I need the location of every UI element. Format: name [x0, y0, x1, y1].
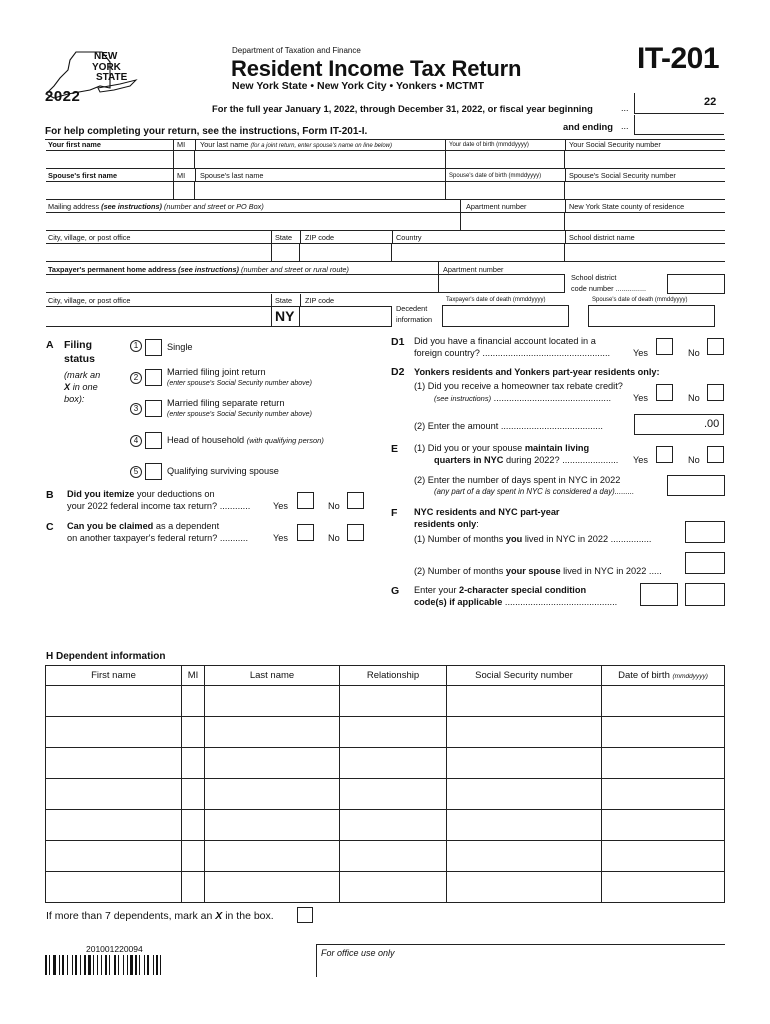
mailing-address-label: Mailing address (see instructions) (number and street or PO Box) [48, 202, 264, 211]
filing-separate-checkbox[interactable] [145, 400, 162, 417]
your-first-name-field[interactable] [46, 150, 173, 169]
line-d2-no-label: No [688, 393, 700, 403]
line-c-letter: C [46, 521, 54, 533]
office-use-line [316, 944, 725, 945]
barcode-bar [75, 955, 77, 975]
barcode [45, 955, 193, 975]
dependent-row[interactable] [46, 779, 725, 810]
col-last-name: Last name [205, 666, 340, 686]
line-d2-no-checkbox[interactable] [707, 384, 724, 401]
spouse-dob-field[interactable] [445, 181, 565, 200]
line-a-letter: A [46, 339, 54, 351]
filing-separate-label: Married filing separate return [167, 398, 285, 408]
barcode-bar [105, 955, 107, 975]
spouse-mi-field[interactable] [173, 181, 195, 200]
line-b-no-checkbox[interactable] [347, 492, 364, 509]
period-dots: ... [621, 103, 629, 113]
department-name: Department of Taxation and Finance [232, 46, 361, 55]
state-label: State [275, 233, 293, 242]
barcode-bar [84, 955, 86, 975]
line-f-q1: (1) Number of months you lived in NYC in 2022 ................ [414, 534, 652, 544]
line-d1-no-checkbox[interactable] [707, 338, 724, 355]
your-mi-field[interactable] [173, 150, 195, 169]
country-field[interactable] [392, 243, 565, 262]
nyc-months-you-field[interactable] [685, 521, 725, 543]
form-id: IT-201 [637, 42, 720, 75]
form-title: Resident Income Tax Return [231, 56, 522, 81]
line-e-no-label: No [688, 455, 700, 465]
barcode-bar [88, 955, 91, 975]
your-last-name-label: Your last name (for a joint return, enter spouse's name on line below) [200, 140, 392, 149]
line-e-q1-b: quarters in NYC during 2022? ...................... [434, 455, 619, 465]
filing-qss-checkbox[interactable] [145, 463, 162, 480]
line-b-yes-checkbox[interactable] [297, 492, 314, 509]
city2-label: City, village, or post office [48, 296, 131, 305]
line-g-letter: G [391, 585, 400, 597]
state-field[interactable] [271, 243, 300, 262]
barcode-bar [118, 955, 119, 975]
barcode-number: 201001220094 [86, 944, 143, 954]
line-d2-letter: D2 [391, 366, 405, 378]
line-e-q2-a: (2) Enter the number of days spent in NYC in 2022 [414, 475, 621, 485]
fiscal-year-prefill: 22 [704, 96, 717, 108]
zip-label: ZIP code [305, 233, 335, 242]
state2-label: State [275, 296, 293, 305]
line-c-text-2: on another taxpayer's federal return? ........... [67, 533, 249, 543]
help-text: For help completing your return, see the instructions, Form IT-201-I. [45, 126, 368, 137]
and-ending-label: and ending [563, 121, 613, 132]
dependent-row[interactable] [46, 841, 725, 872]
line-e-yes-label: Yes [633, 455, 648, 465]
school-district-label: School district [571, 273, 617, 282]
line-b-text-2: your 2022 federal income tax return? ............ [67, 501, 251, 511]
barcode-bar [147, 955, 149, 975]
taxpayer-dod-label: Taxpayer's date of death (mmddyyyy) [446, 297, 546, 303]
tax-year: 2022 [45, 88, 81, 105]
line-e-yes-checkbox[interactable] [656, 446, 673, 463]
barcode-bar [62, 955, 64, 975]
barcode-bar [109, 955, 110, 975]
filing-hoh-checkbox[interactable] [145, 432, 162, 449]
filing-joint-checkbox[interactable] [145, 369, 162, 386]
your-dob-field[interactable] [445, 150, 565, 169]
dependent-row[interactable] [46, 748, 725, 779]
option-2-number: 2 [130, 372, 142, 384]
line-d1-yes-checkbox[interactable] [656, 338, 673, 355]
line-e-no-checkbox[interactable] [707, 446, 724, 463]
filing-status-title-1: Filing [64, 339, 92, 351]
dependent-row[interactable] [46, 686, 725, 717]
line-d2-title: Yonkers residents and Yonkers part-year residents only: [414, 367, 660, 377]
apartment-number-field[interactable] [460, 212, 565, 231]
city-label: City, village, or post office [48, 233, 131, 242]
dependent-row[interactable] [46, 872, 725, 903]
line-d1-letter: D1 [391, 336, 405, 348]
barcode-bar [144, 955, 145, 975]
barcode-bar [127, 955, 128, 975]
line-c-no-checkbox[interactable] [347, 524, 364, 541]
spouse-ssn-field[interactable] [565, 181, 725, 200]
spouse-first-name-label: Spouse's first name [48, 171, 118, 180]
barcode-bar [139, 955, 140, 975]
nyc-days-field[interactable] [667, 475, 725, 496]
line-b-text-1: Did you itemize your deductions on [67, 489, 215, 499]
rebate-amount-value: .00 [704, 418, 720, 430]
county-label: New York State county of residence [569, 202, 685, 211]
tax-period-text: For the full year January 1, 2022, through December 31, 2022, or fiscal year beginning [212, 103, 593, 114]
spouse-dob-label: Spouse's date of birth (mmddyyyy) [449, 173, 542, 179]
line-b-letter: B [46, 489, 54, 501]
perm-address-label: Taxpayer's permanent home address (see instructions) (number and street or rural route) [48, 265, 349, 274]
barcode-bar [80, 955, 81, 975]
filing-qss-label: Qualifying surviving spouse [167, 466, 279, 476]
spouse-ssn-label: Spouse's Social Security number [569, 171, 676, 180]
col-dob: Date of birth (mmddyyyy) [602, 666, 725, 686]
filing-joint-label: Married filing joint return [167, 367, 266, 377]
perm-zip-field[interactable] [300, 306, 392, 327]
filing-single-label: Single [167, 342, 193, 352]
barcode-bar [93, 955, 94, 975]
line-f-q2: (2) Number of months your spouse lived in NYC in 2022 ..... [414, 566, 662, 576]
your-first-name-label: Your first name [48, 140, 101, 149]
line-g-text-1: Enter your 2-character special condition [414, 585, 587, 595]
line-b-no-label: No [328, 501, 340, 511]
decedent-label: Decedent [396, 304, 428, 313]
city-field[interactable] [46, 243, 271, 262]
perm-address-field[interactable] [46, 274, 438, 293]
line-c-text-1: Can you be claimed as a dependent [67, 521, 220, 531]
line-f-title-2: residents only: [414, 519, 479, 529]
special-condition-code-2-field[interactable] [685, 583, 725, 606]
filing-hint-1: (mark an [64, 370, 101, 380]
line-d1-no-label: No [688, 348, 700, 358]
line-c-yes-label: Yes [273, 533, 288, 543]
option-5-number: 5 [130, 466, 142, 478]
line-f-title-1: NYC residents and NYC part-year [414, 507, 560, 517]
filing-single-checkbox[interactable] [145, 339, 162, 356]
code-number-label: code number ............... [571, 284, 647, 293]
spouse-first-name-field[interactable] [46, 181, 173, 200]
zip-field[interactable] [300, 243, 392, 262]
dependents-title: H Dependent information [46, 651, 166, 662]
county-field[interactable] [565, 212, 725, 231]
perm-city-field[interactable] [46, 306, 271, 327]
line-c-yes-checkbox[interactable] [297, 524, 314, 541]
fiscal-year-ending-field[interactable] [634, 115, 724, 135]
mi-label: MI [177, 140, 186, 149]
barcode-bar [123, 955, 124, 975]
spouse-mi-label: MI [177, 171, 186, 180]
filing-hint-2: X in one [64, 382, 98, 392]
barcode-bar [114, 955, 116, 975]
perm-apartment-field[interactable] [438, 274, 565, 293]
option-4-number: 4 [130, 435, 142, 447]
spouse-dod-field[interactable] [588, 305, 715, 327]
perm-apartment-label: Apartment number [443, 265, 504, 274]
barcode-bar [97, 955, 98, 975]
filing-hint-3: box): [64, 394, 85, 404]
taxpayer-dod-field[interactable] [442, 305, 569, 327]
more-dependents-text: If more than 7 dependents, mark an X in the box. [46, 910, 274, 922]
barcode-bar [45, 955, 47, 975]
spouse-last-name-field[interactable] [195, 181, 445, 200]
col-ssn: Social Security number [447, 666, 602, 686]
spouse-last-name-label: Spouse's last name [200, 171, 264, 180]
line-d2-yes-label: Yes [633, 393, 648, 403]
barcode-bar [135, 955, 137, 975]
option-1-number: 1 [130, 340, 142, 352]
line-g-text-2: code(s) if applicable ............................................ [414, 597, 618, 607]
col-mi: MI [182, 666, 205, 686]
barcode-bar [101, 955, 102, 975]
your-ssn-field[interactable] [565, 150, 725, 169]
perm-state-value: NY [275, 308, 295, 324]
line-e-letter: E [391, 443, 399, 455]
barcode-bar [160, 955, 161, 975]
barcode-bar [49, 955, 50, 975]
barcode-bar [130, 955, 133, 975]
line-c-no-label: No [328, 533, 340, 543]
spouse-dod-label: Spouse's date of death (mmddyyyy) [592, 297, 688, 303]
filing-hoh-label: Head of household (with qualifying person) [167, 435, 324, 445]
ny-state-logo-text: NEW YORK STATE [92, 51, 128, 83]
country-label: Country [396, 233, 422, 242]
line-d2-q1-b: (see instructions) .............................................. [434, 393, 612, 403]
barcode-bar [156, 955, 158, 975]
line-d2-q2: (2) Enter the amount ........................................ [414, 421, 603, 431]
special-condition-code-1-field[interactable] [640, 583, 678, 606]
line-b-yes-label: Yes [273, 501, 288, 511]
dependents-table [45, 665, 725, 903]
line-d1-yes-label: Yes [633, 348, 648, 358]
filing-joint-note: (enter spouse's Social Security number above) [167, 380, 312, 387]
filing-separate-note: (enter spouse's Social Security number above) [167, 411, 312, 418]
zip2-label: ZIP code [305, 296, 335, 305]
dependent-row[interactable] [46, 717, 725, 748]
school-district-code-field[interactable] [667, 274, 725, 294]
line-d1-text-2: foreign country? .................................................. [414, 348, 611, 358]
col-relationship: Relationship [340, 666, 447, 686]
col-first-name: First name [46, 666, 182, 686]
your-dob-label: Your date of birth (mmddyyyy) [449, 142, 529, 148]
dependent-row[interactable] [46, 810, 725, 841]
more-dependents-checkbox[interactable] [297, 907, 313, 923]
office-use-label: For office use only [321, 948, 395, 958]
line-d2-yes-checkbox[interactable] [656, 384, 673, 401]
form-subtitle: New York State • New York City • Yonkers • MCTMT [232, 80, 485, 92]
apartment-number-label: Apartment number [466, 202, 527, 211]
information-label: information [396, 315, 433, 324]
barcode-bar [53, 955, 56, 975]
filing-status-title-2: status [64, 353, 95, 365]
barcode-bar [67, 955, 68, 975]
your-ssn-label: Your Social Security number [569, 140, 661, 149]
ending-dots: ... [621, 121, 629, 131]
line-e-q2-b: (any part of a day spent in NYC is considered a day)......... [434, 487, 635, 496]
line-e-q1-a: (1) Did you or your spouse maintain living [414, 443, 590, 453]
your-last-name-field[interactable] [195, 150, 445, 169]
mailing-address-field[interactable] [46, 212, 460, 231]
line-f-letter: F [391, 507, 398, 519]
school-district-name-field[interactable] [565, 243, 725, 262]
nyc-months-spouse-field[interactable] [685, 552, 725, 574]
barcode-bar [72, 955, 73, 975]
line-d1-text-1: Did you have a financial account located in a [414, 336, 596, 346]
school-district-name-label: School district name [569, 233, 635, 242]
line-d2-q1: (1) Did you receive a homeowner tax rebate credit? [414, 381, 623, 391]
barcode-bar [153, 955, 154, 975]
option-3-number: 3 [130, 403, 142, 415]
barcode-bar [59, 955, 60, 975]
